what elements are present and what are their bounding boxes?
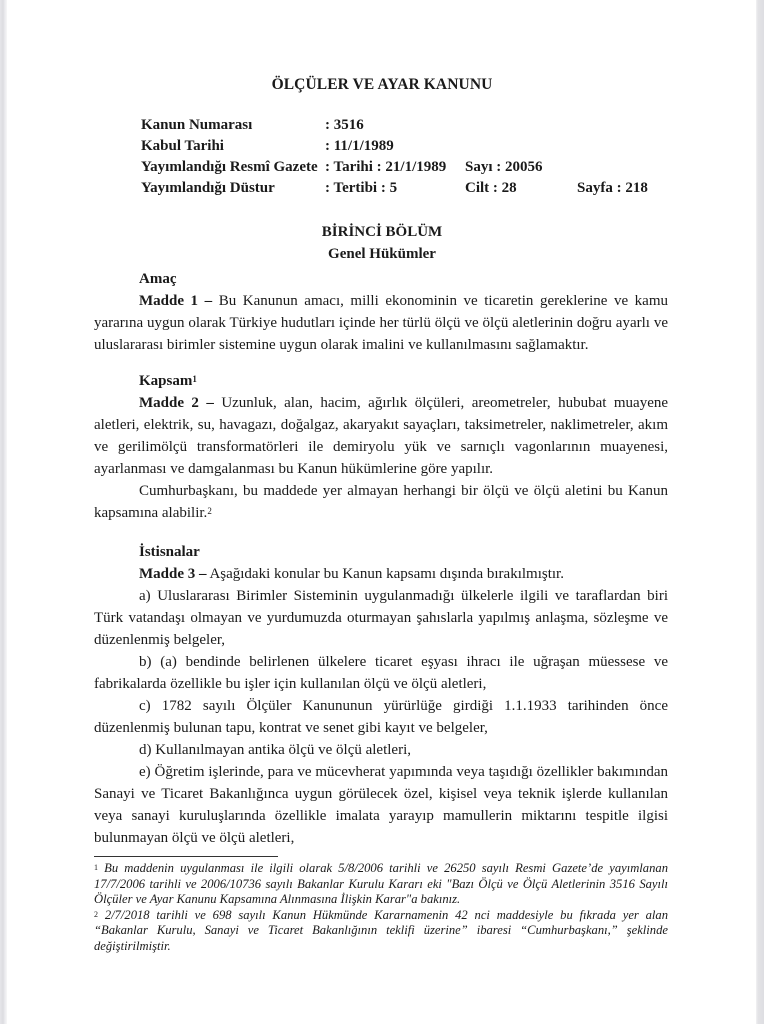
footnote-text: Bu maddenin uygulanması ile ilgili olarak 5/8/2006 tarihli ve 26250 sayılı Resmi Gazete’de yayımlanan 17/7/2006 tarihli ve 2006/10736 sayılı Bakanlar Kurulu Kararı eki "Bazı Ölçü ve Ölçü Aletlerinin 3516 Sayılı Ölçüler ve Ayar Kanunu Kapsamına Alınmasına İlişkin Karar"a bakınız. (94, 861, 668, 906)
metadata-value: : Tarihi : 21/1/1989 (325, 159, 447, 175)
footnote-ref[interactable]: 2 (207, 506, 212, 516)
article-text: Uzunluk, alan, hacim, ağırlık ölçüleri, areometreler, hububat muayene aletleri, elektrik, su, havagazı, doğalgaz, akaryakıt sayaçları, taksimetreler, naklimetreler, akım ve gerilimölçü transformatörleri ile demiryolu yük ve sarnıçlı vagonlarının muayenesi, ayarlanması ve damgalanması bu Kanun hükümlerine göre yapılır. (94, 395, 669, 477)
metadata-label: Kanun Numarası (141, 117, 253, 133)
footnotes (94, 861, 668, 954)
article-2 (94, 370, 668, 524)
metadata-value: : Tertibi : 5 (325, 180, 398, 196)
metadata-label: Yayımlandığı Düstur (141, 180, 275, 196)
clause-c: c) 1782 sayılı Ölçüler Kanununun yürürlüğe girdiği 1.1.1933 tarihinden önce düzenlenmiş bulunan tapu, kontrat ve senet gibi kayıt ve belgeler, (94, 698, 668, 736)
article-1 (94, 268, 668, 356)
document-title: ÖLÇÜLER VE AYAR KANUNU (271, 76, 493, 93)
article-paragraph (94, 480, 668, 524)
metadata-label: Yayımlandığı Resmî Gazete (141, 159, 318, 175)
page-left-edge (0, 0, 7, 1024)
footnote-2 (94, 908, 668, 955)
metadata-issue-number: Sayı : 20056 (465, 159, 543, 175)
article-heading: İstisnalar (139, 544, 200, 560)
article-label: Madde 2 – (139, 395, 214, 411)
footnote-separator (94, 856, 278, 857)
section-title: BİRİNCİ BÖLÜM (321, 224, 443, 240)
metadata-value: : 3516 (325, 117, 364, 133)
footnote-text: 2/7/2018 tarihli ve 698 sayılı Kanun Hükmünde Kararnamenin 42 nci maddesiyle bu fıkrada yer alan “Bakanlar Kurulu, Sanayi ve Ticaret Bakanlığının teklifi üzerine” ibaresi “Cumhurbaşkanı,” şeklinde değiştirilmiştir. (94, 907, 669, 953)
section-subtitle: Genel Hükümler (328, 246, 436, 262)
metadata-page: Sayfa : 218 (577, 180, 648, 196)
clause-b: b) (a) bendinde belirlenen ülkelere ticaret eşyası ihracı ile uğraşan müessese ve fabrikalarda özellikle bu işler için kullanılan ölçü ve ölçü aletleri, (94, 654, 668, 692)
footnote-marker: 1 (94, 863, 98, 872)
article-paragraph (94, 563, 668, 585)
article-3 (94, 541, 668, 849)
footnote-1 (94, 861, 668, 908)
article-paragraph (94, 392, 668, 480)
article-text: Cumhurbaşkanı, bu maddede yer almayan herhangi bir ölçü ve ölçü aletini bu Kanun kapsamına alabilir. (94, 483, 668, 521)
clause-a: a) Uluslararası Birimler Sisteminin uygulanmadığı ülkelerle ilgili ve taraflardan biri Türk vatandaşı olmayan ve yurdumuzda oturmayan şahıslarla yapılmış anlaşma, sözleşme ve düzenlenmiş belgeler, (94, 588, 668, 648)
footnote-marker: 2 (94, 909, 98, 919)
clause-e: e) Öğretim işlerinde, para ve mücevherat yapımında veya taşıdığı özellikler bakımından Sanayi ve Ticaret Bakanlığınca uygun görülecek özel, kişisel veya teknik işlerde kullanılan veya sanayi kuruluşlarında özellikle imalata yarayıp mamullerin miktarını tespitle ilgisi bulunmayan ölçü ve ölçü aletleri, (94, 764, 668, 846)
article-paragraph (94, 290, 668, 356)
article-label: Madde 1 – (139, 293, 213, 309)
metadata-value: : 11/1/1989 (325, 138, 394, 154)
footnote-ref[interactable]: 1 (192, 374, 197, 384)
article-text: Aşağıdaki konular bu Kanun kapsamı dışında bırakılmıştır. (209, 566, 564, 582)
article-label: Madde 3 – (139, 566, 207, 582)
article-heading-text: Kapsam (139, 373, 193, 389)
page-right-edge (756, 0, 764, 1024)
article-heading: Amaç (139, 271, 177, 287)
article-heading (94, 370, 668, 392)
clause-d: d) Kullanılmayan antika ölçü ve ölçü aletleri, (139, 742, 411, 758)
article-text: Bu Kanunun amacı, milli ekonominin ve ticaretin gereklerine ve kamu yararına uygun olarak Türkiye hudutları içinde her türlü ölçü ve ölçü aletlerinin doğru ayarlı ve uluslararası birimler sistemine uygun olarak imalini ve kullanılmasını sağlamaktır. (94, 293, 669, 353)
metadata-label: Kabul Tarihi (141, 138, 224, 154)
metadata-volume: Cilt : 28 (465, 180, 517, 196)
